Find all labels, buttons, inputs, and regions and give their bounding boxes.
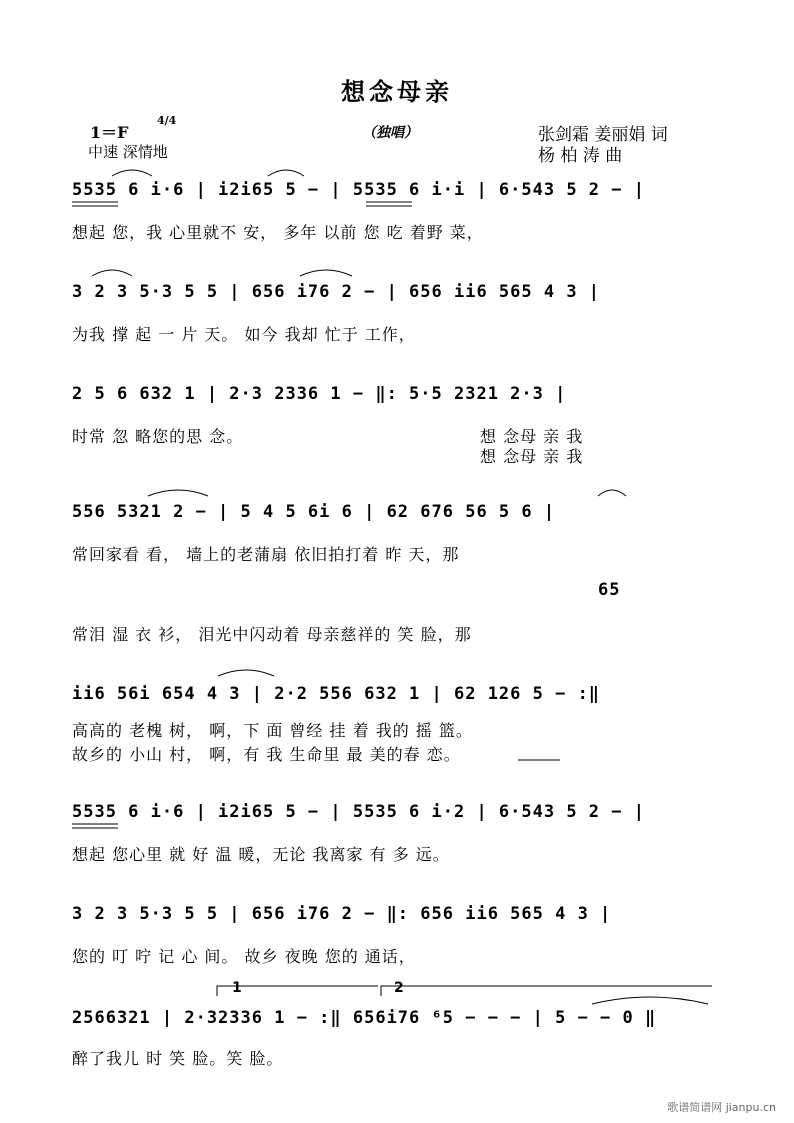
volta-1-label: 1: [232, 980, 242, 996]
volta-2-label: 2: [394, 980, 404, 996]
slur: [598, 490, 626, 496]
site-watermark: 歌谱简谱网 jianpu.cn: [667, 1101, 776, 1114]
volta-2-bracket: [381, 986, 712, 996]
lyric-line: 故乡的 小山 村， 啊，有 我 生命里 最 美的春 恋。: [72, 745, 461, 764]
lyric-line: 高高的 老槐 树， 啊，下 面 曾经 挂 着 我的 摇 篮。: [72, 721, 473, 740]
lyric-line: 为我 撑 起 一 片 天。 如今 我却 忙于 工作，: [72, 325, 416, 344]
volta-1-bracket: [217, 986, 378, 996]
lyric-line: 时常 忽 略您的思 念。: [72, 427, 244, 446]
notation-line: 2566321 | 2·32336 1 − :‖ 656i76 ⁶5 − − − | 5 − − 0 ‖: [72, 1008, 657, 1028]
notation-line: 556 5321 2 − | 5 4 5 6i 6 | 62 676 56 5 6 |: [72, 502, 556, 522]
notation-line: ii6 56i 654 4 3 | 2·2 556 632 1 | 62 126 5 − :‖: [72, 684, 601, 704]
song-title: 想念母亲: [341, 78, 453, 106]
slur: [112, 170, 152, 176]
notation-line: 2 5 6 632 1 | 2·3 2336 1 − ‖: 5·5 2321 2·3 |: [72, 384, 567, 404]
lyric-line: 想起 您，我 心里就不 安， 多年 以前 您 吃 着野 菜，: [72, 223, 484, 242]
lyric-line: 常回家看 看， 墙上的老蒲扇 依旧拍打着 昨 天，那: [72, 545, 460, 564]
tempo-marking: 中速 深情地: [88, 143, 168, 161]
lyric-line-verse-1: 想 念母 亲 我: [480, 427, 584, 446]
lyric-line: 您的 叮 咛 记 心 间。 故乡 夜晚 您的 通话，: [72, 947, 416, 966]
performance-marking: （独唱）: [362, 125, 418, 141]
notation-line: 3 2 3 5·3 5 5 | 656 i76 2 − ‖: 656 ii6 565 4 3 |: [72, 904, 612, 924]
lyricist-credit: 张剑霜 姜丽娟 词: [538, 125, 668, 145]
lyric-line-verse-2: 想 念母 亲 我: [480, 447, 584, 466]
time-signature: 4/4: [157, 114, 177, 127]
lyric-line: 常泪 湿 衣 衫， 泪光中闪动着 母亲慈祥的 笑 脸，那: [72, 625, 472, 644]
slur: [148, 490, 208, 496]
variant-notes: 65: [598, 580, 621, 600]
slur: [218, 670, 274, 676]
notation-line: 3 2 3 5·3 5 5 | 656 i76 2 − | 656 ii6 565 4 3 |: [72, 282, 601, 302]
slur: [300, 270, 352, 276]
key-signature: 1＝F: [90, 123, 129, 142]
notation-line: 5535 6 i·6 | i2i65 5 − | 5535 6 i·i | 6·543 5 2 − |: [72, 180, 645, 200]
lyric-line: 醉了我儿 时 笑 脸。笑 脸。: [72, 1049, 284, 1068]
slur: [592, 997, 708, 1004]
notation-line: 5535 6 i·6 | i2i65 5 − | 5535 6 i·2 | 6·543 5 2 − |: [72, 802, 645, 822]
slur: [268, 170, 304, 176]
lyric-line: 想起 您心里 就 好 温 暖，无论 我离家 有 多 远。: [72, 845, 450, 864]
composer-credit: 杨 柏 涛 曲: [538, 146, 623, 166]
slur: [92, 270, 132, 276]
